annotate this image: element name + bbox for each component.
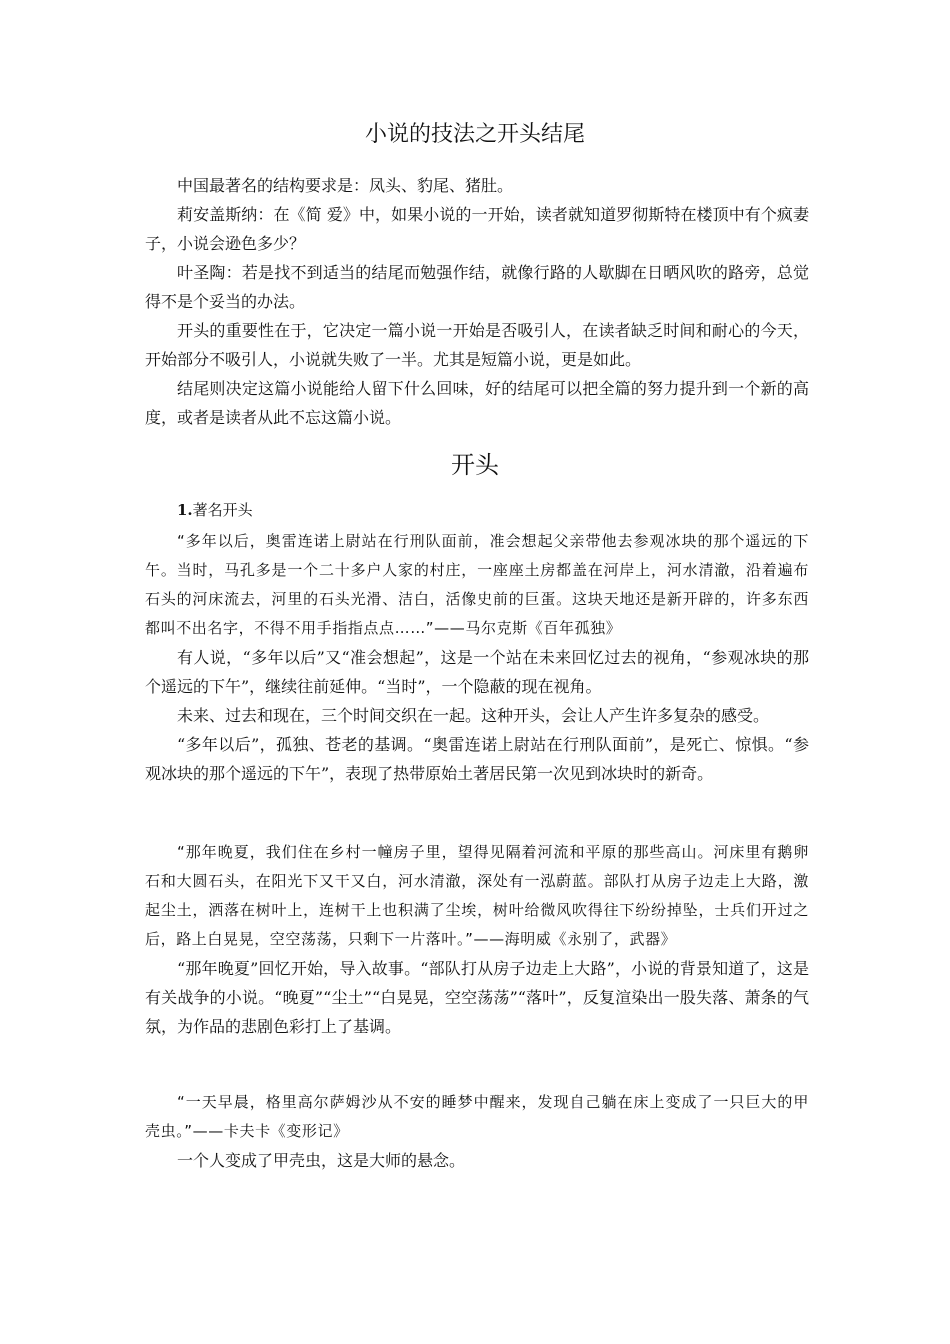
example-quote (145, 838, 809, 954)
analysis-paragraph: 有人说，“多年以后”又“准会想起”，这是一个站在未来回忆过去的视角，“参观冰块的那个遥远的下午”，继续往前延伸。“当时”，一个隐蔽的现在视角。 (145, 648, 809, 696)
example-quote (145, 1088, 809, 1146)
analysis-paragraph: 一个人变成了甲壳虫，这是大师的悬念。 (177, 1151, 466, 1170)
example-one (145, 527, 809, 788)
intro-paragraph: 叶圣陶：若是找不到适当的结尾而勉强作结，就像行路的人歇脚在日晒风吹的路旁，总觉得不是个妥当的办法。 (145, 263, 809, 311)
example-two (145, 838, 809, 1041)
section-heading: 开头 (451, 451, 499, 479)
intro-paragraph: 莉安盖斯纳：在《简 爱》中，如果小说的一开始，读者就知道罗彻斯特在楼顶中有个疯妻子，小说会逊色多少？ (145, 205, 809, 253)
intro-paragraph: 中国最著名的结构要求是：凤头、豹尾、猪肚。 (177, 176, 514, 195)
analysis-paragraph: “那年晚夏”回忆开始，导入故事。“部队打从房子边走上大路”，小说的背景知道了，这是有关战争的小说。“晚夏”“尘土”“白晃晃，空空荡荡”“落叶”，反复渲染出一股失落、萧条的气氛，为作品的悲剧色彩打上了基调。 (145, 959, 809, 1036)
intro-section (145, 171, 809, 432)
subsection-heading (177, 497, 253, 523)
subsection-number: 1. (177, 501, 193, 519)
intro-paragraph: 结尾则决定这篇小说能给人留下什么回味，好的结尾可以把全篇的努力提升到一个新的高度，或者是读者从此不忘这篇小说。 (145, 379, 809, 427)
quote-paragraph: “一天早晨，格里高尔萨姆沙从不安的睡梦中醒来，发现自己躺在床上变成了一只巨大的甲壳虫。”——卡夫卡《变形记》 (145, 1093, 809, 1140)
quote-paragraph: “多年以后，奥雷连诺上尉站在行刑队面前，准会想起父亲带他去参观冰块的那个遥远的下午。当时，马孔多是一个二十多户人家的村庄，一座座土房都盖在河岸上，河水清澈，沿着遍布石头的河床流去，河里的石头光滑、洁白，活像史前的巨蛋。这块天地还是新开辟的，许多东西都叫不出名字，不得不用手指指点点……”——马尔克斯《百年孤独》 (145, 532, 809, 637)
page-title: 小说的技法之开头结尾 (364, 122, 585, 147)
example-three (145, 1088, 809, 1175)
example-quote (145, 527, 809, 643)
analysis-paragraph: “多年以后”，孤独、苍老的基调。“奥雷连诺上尉站在行刑队面前”，是死亡、惊惧。“参观冰块的那个遥远的下午”，表现了热带原始土著居民第一次见到冰块时的新奇。 (145, 735, 809, 783)
analysis-paragraph: 未来、过去和现在，三个时间交织在一起。这种开头，会让人产生许多复杂的感受。 (177, 706, 770, 725)
subsection-label: 著名开头 (192, 501, 253, 519)
quote-paragraph: “那年晚夏，我们住在乡村一幢房子里，望得见隔着河流和平原的那些高山。河床里有鹅卵石和大圆石头，在阳光下又干又白，河水清澈，深处有一泓蔚蓝。部队打从房子边走上大路，激起尘土，洒落在树叶上，连树干上也积满了尘埃，树叶给微风吹得往下纷纷掉坠，士兵们开过之后，路上白晃晃，空空荡荡，只剩下一片落叶。”——海明威《永别了，武器》 (145, 843, 809, 948)
intro-paragraph: 开头的重要性在于，它决定一篇小说一开始是否吸引人，在读者缺乏时间和耐心的今天，开始部分不吸引人，小说就失败了一半。尤其是短篇小说，更是如此。 (145, 321, 809, 369)
